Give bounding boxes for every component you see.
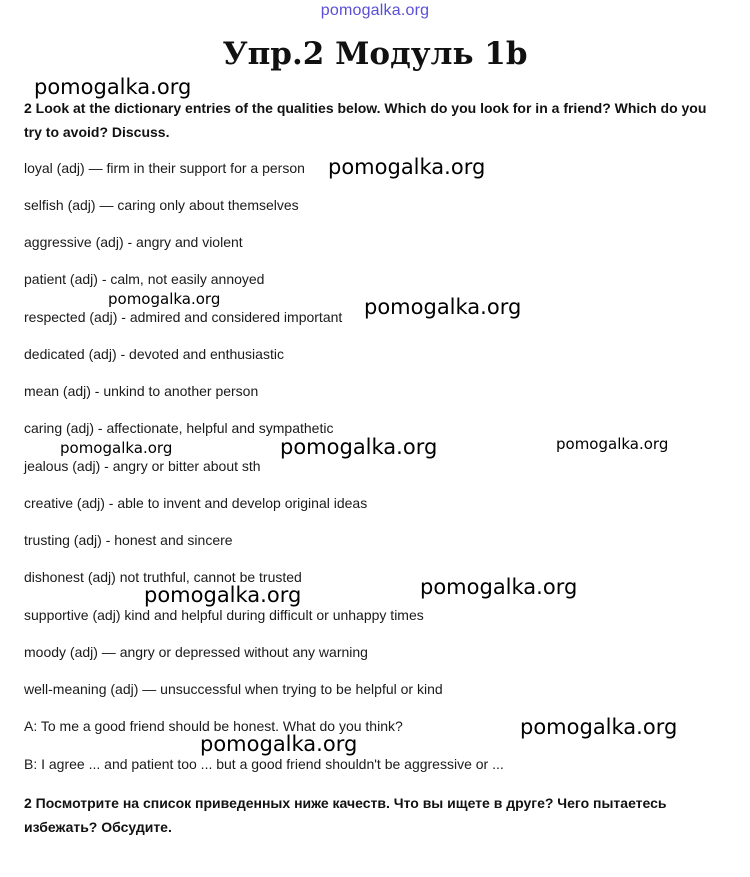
- watermark: pomogalka.org: [144, 583, 302, 607]
- watermark: pomogalka.org: [280, 435, 438, 459]
- dictionary-entry: selfish (adj) — caring only about themselves: [24, 197, 299, 213]
- watermark: pomogalka.org: [364, 295, 522, 319]
- site-link[interactable]: pomogalka.org: [320, 2, 430, 19]
- watermark: pomogalka.org: [200, 732, 358, 756]
- dictionary-entry: caring (adj) - affectionate, helpful and sympathetic: [24, 420, 334, 436]
- dictionary-entry: moody (adj) — angry or depressed without any warning: [24, 644, 368, 660]
- dictionary-entry: creative (adj) - able to invent and develop original ideas: [24, 495, 368, 511]
- watermark: pomogalka.org: [520, 715, 678, 739]
- dictionary-entry: respected (adj) - admired and considered important: [24, 309, 343, 325]
- russian-instruction: 2 Посмотрите на список приведенных ниже качеств. Что вы ищете в друге? Чего пытаетесь избежать? Обсудите.: [24, 795, 667, 835]
- dictionary-entry: dedicated (adj) - devoted and enthusiastic: [24, 346, 284, 362]
- dictionary-entry: aggressive (adj) - angry and violent: [24, 234, 243, 250]
- exercise-instruction: 2 Look at the dictionary entries of the qualities below. Which do you look for in a friend? Which do you try to avoid? Discuss.: [24, 100, 707, 140]
- dialogue-line-a: A: To me a good friend should be honest. What do you think?: [24, 718, 403, 734]
- watermark: pomogalka.org: [556, 435, 669, 453]
- page-title: Упр.2 Модуль 1b: [222, 36, 528, 72]
- dictionary-entry: patient (adj) - calm, not easily annoyed: [24, 271, 265, 287]
- dialogue-line-b: B: I agree ... and patient too ... but a good friend shouldn't be aggressive or ...: [24, 756, 504, 772]
- watermark: pomogalka.org: [328, 155, 486, 179]
- dictionary-entry: supportive (adj) kind and helpful during difficult or unhappy times: [24, 607, 424, 623]
- dictionary-entry: well-meaning (adj) — unsuccessful when trying to be helpful or kind: [24, 681, 443, 697]
- watermark: pomogalka.org: [60, 439, 173, 457]
- watermark: pomogalka.org: [34, 75, 192, 99]
- dictionary-entry: jealous (adj) - angry or bitter about sth: [24, 458, 261, 474]
- dictionary-entry: trusting (adj) - honest and sincere: [24, 532, 233, 548]
- dictionary-entry: dishonest (adj) not truthful, cannot be trusted: [24, 569, 302, 585]
- dictionary-entry: loyal (adj) — firm in their support for a person: [24, 160, 305, 176]
- dictionary-entry: mean (adj) - unkind to another person: [24, 383, 259, 399]
- watermark: pomogalka.org: [108, 290, 221, 308]
- watermark: pomogalka.org: [420, 575, 578, 599]
